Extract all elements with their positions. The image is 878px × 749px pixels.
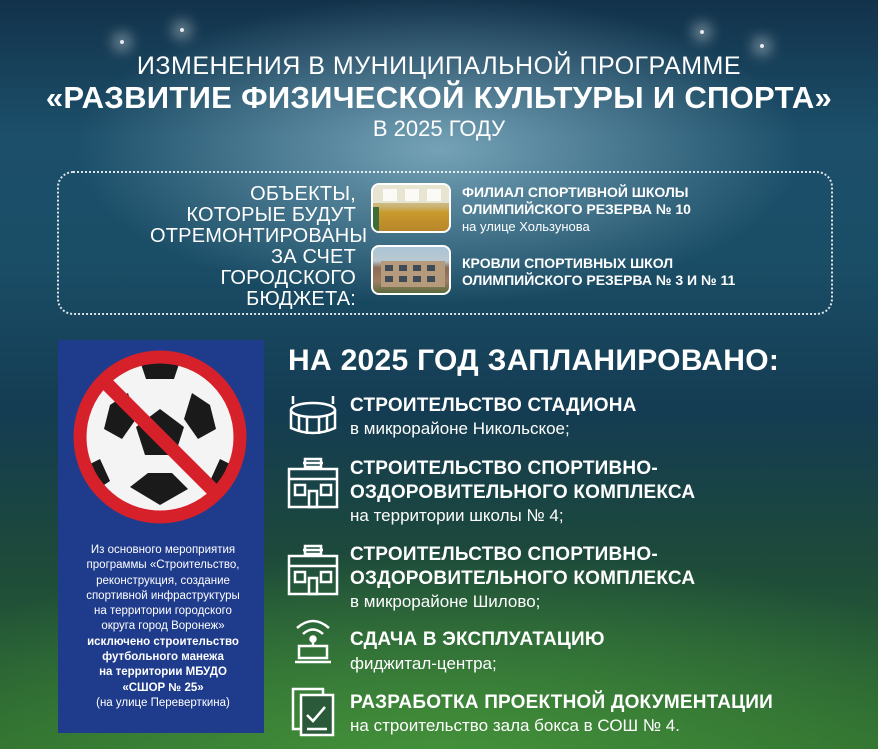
- gym-photo: [371, 183, 451, 233]
- stadium-light: [700, 30, 704, 34]
- stadium-icon: [285, 392, 341, 444]
- excluded-project-text: Из основного мероприятия программы «Строительство, реконструкция, создание спортивной инфраструктуры на территории городского округа город Воронеж» исключено строительство футбольного манежа на территории МБУДО «СШОР № 25» (на улице Переверткина): [86, 544, 240, 709]
- plan-1-title: СТРОИТЕЛЬСТВО СТАДИОНА: [350, 395, 637, 416]
- plan-4-title: СДАЧА В ЭКСПЛУАТАЦИЮ: [350, 629, 605, 650]
- plan-1-place: в микрорайоне Никольское;: [350, 419, 570, 438]
- no-football-icon: [70, 347, 250, 527]
- plan-5-place: на строительство зала бокса в СОШ № 4.: [350, 716, 680, 735]
- sports-complex-icon: [285, 544, 341, 596]
- plan-2-title: СТРОИТЕЛЬСТВО СПОРТИВНО- ОЗДОРОВИТЕЛЬНОГО КОМПЛЕКСА: [350, 458, 696, 503]
- stadium-light: [120, 40, 124, 44]
- object-1-title: ФИЛИАЛ СПОРТИВНОЙ ШКОЛЫ ОЛИМПИЙСКОГО РЕЗЕРВА № 10: [462, 184, 691, 217]
- stadium-light: [180, 28, 184, 32]
- header-line-1: ИЗМЕНЕНИЯ В МУНИЦИПАЛЬНОЙ ПРОГРАММЕ: [136, 52, 742, 80]
- object-2-title: КРОВЛИ СПОРТИВНЫХ ШКОЛ ОЛИМПИЙСКОГО РЕЗЕРВА № 3 И № 11: [462, 255, 736, 288]
- header-title: «РАЗВИТИЕ ФИЗИЧЕСКОЙ КУЛЬТУРЫ И СПОРТА»: [45, 80, 833, 115]
- plan-3-place: в микрорайоне Шилово;: [350, 592, 541, 611]
- object-1-address: на улице Хользунова: [462, 219, 590, 234]
- building-photo: [371, 245, 451, 295]
- sports-complex-icon: [285, 457, 341, 509]
- plan-4-place: фиджитал-центра;: [350, 654, 497, 673]
- plans-heading: НА 2025 ГОД ЗАПЛАНИРОВАНО:: [288, 344, 780, 377]
- repair-objects-label: ОБЪЕКТЫ, КОТОРЫЕ БУДУТ ОТРЕМОНТИРОВАНЫ ЗА СЧЕТ ГОРОДСКОГО БЮДЖЕТА:: [150, 183, 368, 310]
- digital-center-icon: [285, 614, 341, 666]
- plan-3-title: СТРОИТЕЛЬСТВО СПОРТИВНО- ОЗДОРОВИТЕЛЬНОГО КОМПЛЕКСА: [350, 544, 696, 589]
- plan-2-place: на территории школы № 4;: [350, 506, 564, 525]
- header-year: В 2025 ГОДУ: [372, 116, 506, 141]
- plan-5-title: РАЗРАБОТКА ПРОЕКТНОЙ ДОКУМЕНТАЦИИ: [350, 692, 773, 713]
- documents-icon: [285, 685, 341, 737]
- stadium-light: [760, 44, 764, 48]
